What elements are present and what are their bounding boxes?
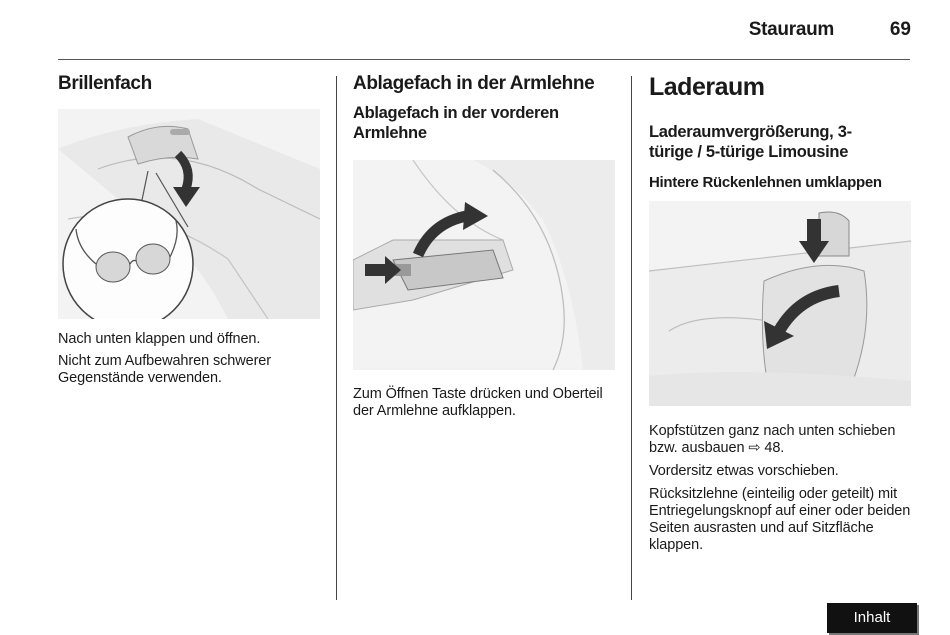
column-divider-1 <box>336 76 337 600</box>
section-heading-armlehne: Ablagefach in der Armlehne <box>353 73 595 94</box>
section-heading-laderaum: Laderaum <box>649 73 765 101</box>
paragraph: Kopfstützen ganz nach unten schieben bzw. ausbauen ⇨ 48. <box>649 423 896 456</box>
paragraph: Vordersitz etwas vorschieben. <box>649 463 839 479</box>
column-divider-2 <box>631 76 632 600</box>
paragraph: Zum Öffnen Taste drücken und Oberteil der Armlehne aufklappen. <box>353 386 603 419</box>
subheading-laderaumvergroesserung: Laderaumvergrößerung, 3-türige / 5-türige Limousine <box>649 123 852 161</box>
figure-rear-seat <box>649 201 911 406</box>
page-header-title: Stauraum <box>748 19 834 40</box>
subheading-rueckenlehnen: Hintere Rückenlehnen umklappen <box>649 174 882 191</box>
column-laderaum <box>649 72 912 554</box>
page-number: 69 <box>889 19 911 40</box>
compartment-button <box>170 129 190 135</box>
paragraph: Nicht zum Aufbewahren schwerer Gegenstände verwenden. <box>58 353 271 386</box>
figure-armrest <box>353 160 615 370</box>
headrest <box>819 212 849 256</box>
glasses-icon <box>96 252 130 282</box>
column-brillenfach <box>58 72 320 387</box>
paragraph: Nach unten klappen und öffnen. <box>58 331 261 347</box>
paragraph: Rücksitzlehne (einteilig oder geteilt) mit Entriegelungsknopf auf einer oder beiden Seiten ausrasten und auf Sitzfläche klappen. <box>649 486 911 553</box>
subheading-vordere-armlehne: Ablagefach in der vorderen Armlehne <box>353 104 559 142</box>
inhalt-button[interactable]: Inhalt <box>827 603 917 633</box>
column-armlehne <box>353 72 618 420</box>
section-heading-brillenfach: Brillenfach <box>58 73 152 94</box>
figure-glasses-compartment <box>58 109 320 319</box>
header-divider <box>58 59 910 60</box>
